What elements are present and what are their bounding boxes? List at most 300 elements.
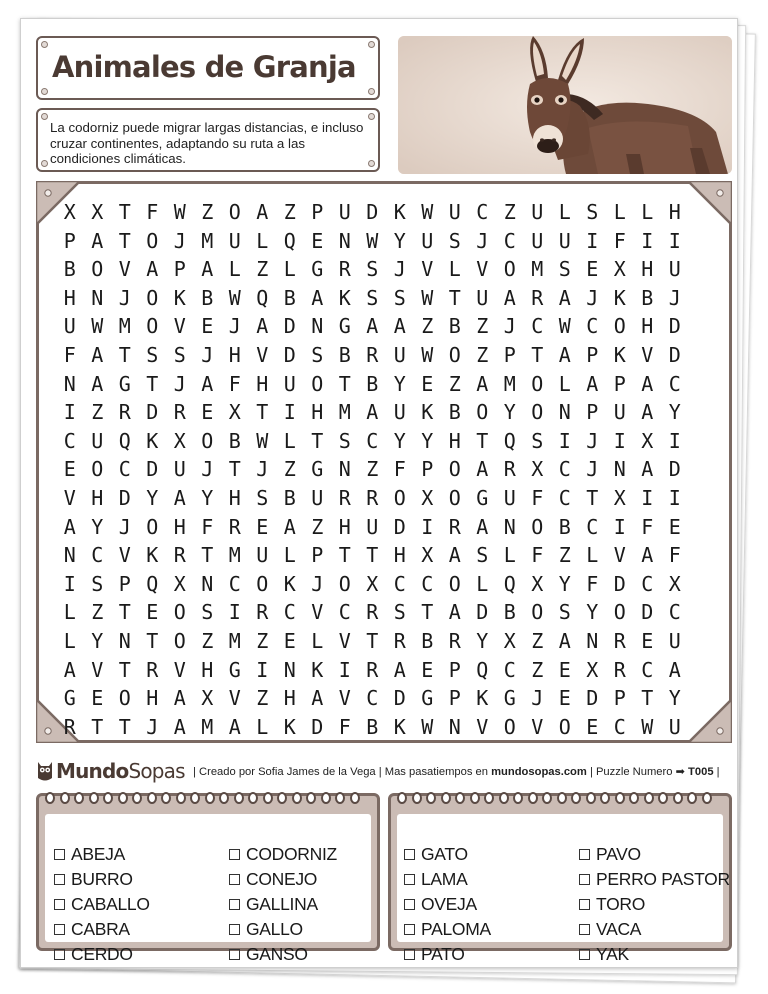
grid-letter[interactable]: O [613,600,626,625]
grid-letter[interactable]: J [586,428,599,453]
grid-letter[interactable]: K [613,285,626,310]
grid-letter[interactable]: A [393,657,406,682]
word-item[interactable] [579,917,730,942]
grid-letter[interactable]: X [173,428,186,453]
grid-letter[interactable]: E [421,371,434,396]
checkbox-icon[interactable] [579,849,590,860]
grid-letter[interactable]: B [421,628,434,653]
grid-letter[interactable]: R [338,257,351,282]
grid-letter[interactable]: S [256,485,269,510]
grid-letter[interactable]: L [613,200,626,224]
grid-letter[interactable]: O [531,514,544,539]
grid-letter[interactable]: L [63,628,76,653]
grid-letter[interactable]: M [118,314,131,339]
grid-letter[interactable]: B [283,285,296,310]
grid-letter[interactable]: L [228,257,241,282]
grid-letter[interactable]: B [63,257,76,282]
grid-letter[interactable]: O [256,571,269,596]
grid-letter[interactable]: A [283,514,296,539]
grid-letter[interactable]: T [311,428,324,453]
grid-letter[interactable]: D [393,514,406,539]
grid-letter[interactable]: O [448,485,461,510]
grid-letter[interactable]: U [311,485,324,510]
grid-letter[interactable]: C [393,571,406,596]
grid-letter[interactable]: V [256,342,269,367]
grid-letter[interactable]: A [366,400,379,425]
checkbox-icon[interactable] [579,899,590,910]
checkbox-icon[interactable] [54,924,65,935]
checkbox-icon[interactable] [54,849,65,860]
grid-letter[interactable]: P [503,342,516,367]
grid-letter[interactable]: E [256,514,269,539]
grid-letter[interactable]: J [586,285,599,310]
grid-letter[interactable]: G [338,314,351,339]
grid-letter[interactable]: L [311,628,324,653]
grid-letter[interactable]: T [91,714,104,739]
word-item[interactable] [404,867,491,892]
word-item[interactable] [579,842,730,867]
grid-letter[interactable]: A [173,714,186,739]
grid-letter[interactable]: N [613,457,626,482]
grid-letter[interactable]: H [201,657,214,682]
grid-letter[interactable]: R [393,628,406,653]
grid-letter[interactable]: W [558,314,571,339]
grid-letter[interactable]: E [586,257,599,282]
grid-letter[interactable]: L [641,200,654,224]
grid-letter[interactable]: Z [476,342,489,367]
grid-letter[interactable]: N [118,628,131,653]
grid-letter[interactable]: W [91,314,104,339]
checkbox-icon[interactable] [54,949,65,960]
grid-letter[interactable]: Q [476,657,489,682]
grid-letter[interactable]: I [283,400,296,425]
grid-letter[interactable]: H [641,314,654,339]
grid-letter[interactable]: A [91,228,104,253]
grid-letter[interactable]: O [448,342,461,367]
grid-letter[interactable]: O [476,400,489,425]
grid-letter[interactable]: O [228,200,241,224]
grid-letter[interactable]: V [91,657,104,682]
grid-letter[interactable]: W [641,714,654,739]
grid-letter[interactable]: Z [558,543,571,568]
grid-letter[interactable]: J [311,571,324,596]
grid-letter[interactable]: L [283,428,296,453]
grid-letter[interactable]: Z [476,314,489,339]
grid-letter[interactable]: R [366,485,379,510]
grid-letter[interactable]: X [63,200,76,224]
grid-letter[interactable]: Y [393,228,406,253]
word-item[interactable] [404,917,491,942]
grid-letter[interactable]: T [256,400,269,425]
grid-letter[interactable]: O [173,628,186,653]
grid-letter[interactable]: J [146,714,159,739]
grid-letter[interactable]: X [503,628,516,653]
grid-letter[interactable]: D [476,600,489,625]
grid-letter[interactable]: W [421,285,434,310]
grid-letter[interactable]: B [448,400,461,425]
grid-letter[interactable]: U [613,400,626,425]
grid-letter[interactable]: R [173,543,186,568]
grid-letter[interactable]: A [586,371,599,396]
grid-letter[interactable]: M [228,628,241,653]
grid-letter[interactable]: U [668,714,681,739]
grid-letter[interactable]: Z [91,400,104,425]
grid-letter[interactable]: N [338,457,351,482]
grid-letter[interactable]: A [476,457,489,482]
word-item[interactable] [54,867,150,892]
grid-letter[interactable]: X [91,200,104,224]
grid-letter[interactable]: D [668,457,681,482]
grid-letter[interactable]: A [91,342,104,367]
grid-letter[interactable]: V [613,543,626,568]
grid-letter[interactable]: J [476,228,489,253]
grid-letter[interactable]: P [311,200,324,224]
grid-letter[interactable]: S [558,600,571,625]
grid-letter[interactable]: Z [256,257,269,282]
grid-letter[interactable]: A [146,257,159,282]
grid-letter[interactable]: W [421,714,434,739]
word-item[interactable] [229,842,337,867]
grid-letter[interactable]: D [366,200,379,224]
grid-letter[interactable]: G [118,371,131,396]
grid-letter[interactable]: B [503,600,516,625]
grid-letter[interactable]: E [668,514,681,539]
grid-letter[interactable]: E [311,228,324,253]
grid-letter[interactable]: V [63,485,76,510]
grid-letter[interactable]: K [146,428,159,453]
grid-letter[interactable]: H [256,371,269,396]
grid-letter[interactable]: W [366,228,379,253]
grid-letter[interactable]: V [173,657,186,682]
grid-letter[interactable]: S [476,543,489,568]
grid-letter[interactable]: U [256,543,269,568]
grid-letter[interactable]: O [531,371,544,396]
grid-letter[interactable]: Y [503,400,516,425]
grid-letter[interactable]: S [393,600,406,625]
grid-letter[interactable]: V [338,628,351,653]
grid-letter[interactable]: A [641,400,654,425]
grid-letter[interactable]: O [503,714,516,739]
grid-letter[interactable]: R [613,657,626,682]
grid-letter[interactable]: J [668,285,681,310]
grid-letter[interactable]: U [421,228,434,253]
checkbox-icon[interactable] [54,874,65,885]
grid-letter[interactable]: B [641,285,654,310]
grid-letter[interactable]: Y [476,628,489,653]
grid-letter[interactable]: Y [146,485,159,510]
grid-letter[interactable]: Y [421,428,434,453]
grid-letter[interactable]: S [448,228,461,253]
grid-letter[interactable]: Z [256,686,269,711]
grid-letter[interactable]: E [63,457,76,482]
grid-letter[interactable]: A [173,686,186,711]
grid-letter[interactable]: Z [283,457,296,482]
grid-letter[interactable]: C [366,686,379,711]
grid-letter[interactable]: T [118,714,131,739]
grid-letter[interactable]: F [531,485,544,510]
checkbox-icon[interactable] [404,949,415,960]
grid-letter[interactable]: O [531,400,544,425]
grid-letter[interactable]: R [146,657,159,682]
grid-letter[interactable]: O [146,285,159,310]
grid-letter[interactable]: L [476,571,489,596]
grid-letter[interactable]: O [448,571,461,596]
grid-letter[interactable]: T [228,457,241,482]
grid-letter[interactable]: A [448,543,461,568]
grid-letter[interactable]: R [118,400,131,425]
grid-letter[interactable]: J [531,686,544,711]
grid-letter[interactable]: D [311,714,324,739]
grid-letter[interactable]: S [586,200,599,224]
grid-letter[interactable]: N [503,514,516,539]
grid-letter[interactable]: S [146,342,159,367]
grid-letter[interactable]: M [201,714,214,739]
grid-letter[interactable]: Y [586,600,599,625]
grid-letter[interactable]: T [366,628,379,653]
grid-letter[interactable]: C [641,657,654,682]
grid-letter[interactable]: I [641,228,654,253]
grid-letter[interactable]: V [228,686,241,711]
grid-letter[interactable]: F [338,714,351,739]
grid-letter[interactable]: A [201,371,214,396]
grid-letter[interactable]: H [228,485,241,510]
grid-letter[interactable]: U [558,228,571,253]
grid-letter[interactable]: N [338,228,351,253]
grid-letter[interactable]: T [146,371,159,396]
grid-letter[interactable]: O [503,257,516,282]
grid-letter[interactable]: F [531,543,544,568]
grid-letter[interactable]: G [421,686,434,711]
grid-letter[interactable]: A [558,628,571,653]
grid-letter[interactable]: J [173,228,186,253]
grid-letter[interactable]: H [311,400,324,425]
grid-letter[interactable]: A [91,371,104,396]
grid-letter[interactable]: E [558,657,571,682]
grid-letter[interactable]: S [366,257,379,282]
grid-letter[interactable]: L [283,257,296,282]
word-item[interactable] [229,867,337,892]
grid-letter[interactable]: N [91,285,104,310]
site-link[interactable]: mundosopas.com [491,766,587,778]
grid-letter[interactable]: K [393,714,406,739]
grid-letter[interactable]: Y [668,686,681,711]
grid-letter[interactable]: W [228,285,241,310]
grid-letter[interactable]: Z [91,600,104,625]
word-item[interactable] [229,917,337,942]
grid-letter[interactable]: N [283,657,296,682]
word-item[interactable] [404,842,491,867]
grid-letter[interactable]: A [641,457,654,482]
grid-letter[interactable]: V [118,543,131,568]
grid-letter[interactable]: S [531,428,544,453]
grid-letter[interactable]: I [421,514,434,539]
grid-letter[interactable]: L [256,714,269,739]
grid-letter[interactable]: H [63,285,76,310]
grid-letter[interactable]: V [311,600,324,625]
grid-letter[interactable]: A [366,314,379,339]
grid-letter[interactable]: W [256,428,269,453]
grid-letter[interactable]: A [63,657,76,682]
grid-letter[interactable]: B [228,428,241,453]
grid-letter[interactable]: U [393,342,406,367]
grid-letter[interactable]: O [393,485,406,510]
checkbox-icon[interactable] [404,874,415,885]
grid-letter[interactable]: S [366,285,379,310]
grid-letter[interactable]: O [146,314,159,339]
grid-letter[interactable]: C [586,314,599,339]
grid-letter[interactable]: N [201,571,214,596]
grid-letter[interactable]: F [228,371,241,396]
grid-letter[interactable]: D [668,314,681,339]
grid-letter[interactable]: W [421,200,434,224]
grid-letter[interactable]: R [366,657,379,682]
grid-letter[interactable]: Z [283,200,296,224]
grid-letter[interactable]: N [63,371,76,396]
grid-letter[interactable]: U [63,314,76,339]
word-item[interactable] [579,942,730,967]
checkbox-icon[interactable] [229,849,240,860]
grid-letter[interactable]: A [476,371,489,396]
word-item[interactable] [54,942,150,967]
grid-letter[interactable]: A [256,314,269,339]
grid-letter[interactable]: V [476,714,489,739]
grid-letter[interactable]: H [448,428,461,453]
grid-letter[interactable]: H [641,257,654,282]
grid-letter[interactable]: Y [558,571,571,596]
word-item[interactable] [54,892,150,917]
grid-letter[interactable]: B [448,314,461,339]
grid-letter[interactable]: I [63,400,76,425]
checkbox-icon[interactable] [404,849,415,860]
grid-letter[interactable]: D [668,342,681,367]
grid-letter[interactable]: C [283,600,296,625]
grid-letter[interactable]: C [613,714,626,739]
grid-letter[interactable]: C [558,485,571,510]
grid-letter[interactable]: I [586,228,599,253]
grid-letter[interactable]: X [668,571,681,596]
grid-letter[interactable]: V [531,714,544,739]
grid-letter[interactable]: U [476,285,489,310]
grid-letter[interactable]: O [311,371,324,396]
grid-letter[interactable]: Y [393,428,406,453]
grid-letter[interactable]: S [338,428,351,453]
grid-letter[interactable]: Y [201,485,214,510]
grid-letter[interactable]: Z [531,628,544,653]
grid-letter[interactable]: X [586,657,599,682]
grid-letter[interactable]: C [531,314,544,339]
grid-letter[interactable]: C [118,457,131,482]
grid-letter[interactable]: O [173,600,186,625]
grid-letter[interactable]: H [228,342,241,367]
checkbox-icon[interactable] [229,874,240,885]
grid-letter[interactable]: Z [366,457,379,482]
grid-letter[interactable]: U [531,200,544,224]
checkbox-icon[interactable] [229,924,240,935]
grid-letter[interactable]: T [118,600,131,625]
grid-letter[interactable]: Y [393,371,406,396]
grid-letter[interactable]: G [311,257,324,282]
grid-letter[interactable]: A [558,285,571,310]
grid-letter[interactable]: F [63,342,76,367]
grid-letter[interactable]: R [503,457,516,482]
grid-letter[interactable]: I [613,428,626,453]
grid-letter[interactable]: F [641,514,654,539]
grid-letter[interactable]: D [146,457,159,482]
grid-letter[interactable]: P [586,400,599,425]
grid-letter[interactable]: C [668,371,681,396]
grid-letter[interactable]: E [201,314,214,339]
grid-letter[interactable]: Z [531,657,544,682]
checkbox-icon[interactable] [579,949,590,960]
grid-letter[interactable]: I [228,600,241,625]
grid-letter[interactable]: C [338,600,351,625]
grid-letter[interactable]: M [531,257,544,282]
grid-letter[interactable]: U [283,371,296,396]
grid-letter[interactable]: C [558,457,571,482]
grid-letter[interactable]: E [91,686,104,711]
grid-letter[interactable]: N [586,628,599,653]
grid-letter[interactable]: P [448,686,461,711]
grid-letter[interactable]: J [173,371,186,396]
grid-letter[interactable]: D [586,686,599,711]
grid-letter[interactable]: L [586,543,599,568]
checkbox-icon[interactable] [579,924,590,935]
grid-letter[interactable]: V [476,257,489,282]
grid-letter[interactable]: K [311,657,324,682]
grid-letter[interactable]: O [146,228,159,253]
grid-letter[interactable]: L [558,200,571,224]
grid-letter[interactable]: Y [91,628,104,653]
grid-letter[interactable]: Z [201,200,214,224]
grid-letter[interactable]: E [558,686,571,711]
grid-letter[interactable]: X [531,457,544,482]
word-item[interactable] [579,867,730,892]
grid-letter[interactable]: K [283,714,296,739]
grid-letter[interactable]: B [366,714,379,739]
grid-letter[interactable]: T [146,628,159,653]
grid-letter[interactable]: T [118,342,131,367]
grid-letter[interactable]: I [338,657,351,682]
grid-letter[interactable]: C [586,514,599,539]
grid-letter[interactable]: R [63,714,76,739]
grid-letter[interactable]: E [146,600,159,625]
grid-letter[interactable]: I [668,428,681,453]
grid-letter[interactable]: R [256,600,269,625]
grid-letter[interactable]: L [256,228,269,253]
grid-letter[interactable]: X [228,400,241,425]
word-item[interactable] [404,892,491,917]
grid-letter[interactable]: I [668,228,681,253]
grid-letter[interactable]: G [228,657,241,682]
grid-letter[interactable]: X [366,571,379,596]
grid-letter[interactable]: K [173,285,186,310]
grid-letter[interactable]: A [256,200,269,224]
grid-letter[interactable]: R [531,285,544,310]
grid-letter[interactable]: R [448,514,461,539]
grid-letter[interactable]: K [476,686,489,711]
grid-letter[interactable]: Q [256,285,269,310]
grid-letter[interactable]: J [118,514,131,539]
grid-letter[interactable]: T [118,228,131,253]
grid-letter[interactable]: C [641,571,654,596]
grid-letter[interactable]: Q [503,571,516,596]
grid-letter[interactable]: R [366,600,379,625]
grid-letter[interactable]: S [201,600,214,625]
grid-letter[interactable]: I [641,485,654,510]
grid-letter[interactable]: P [613,686,626,711]
grid-letter[interactable]: V [118,257,131,282]
grid-letter[interactable]: C [476,200,489,224]
